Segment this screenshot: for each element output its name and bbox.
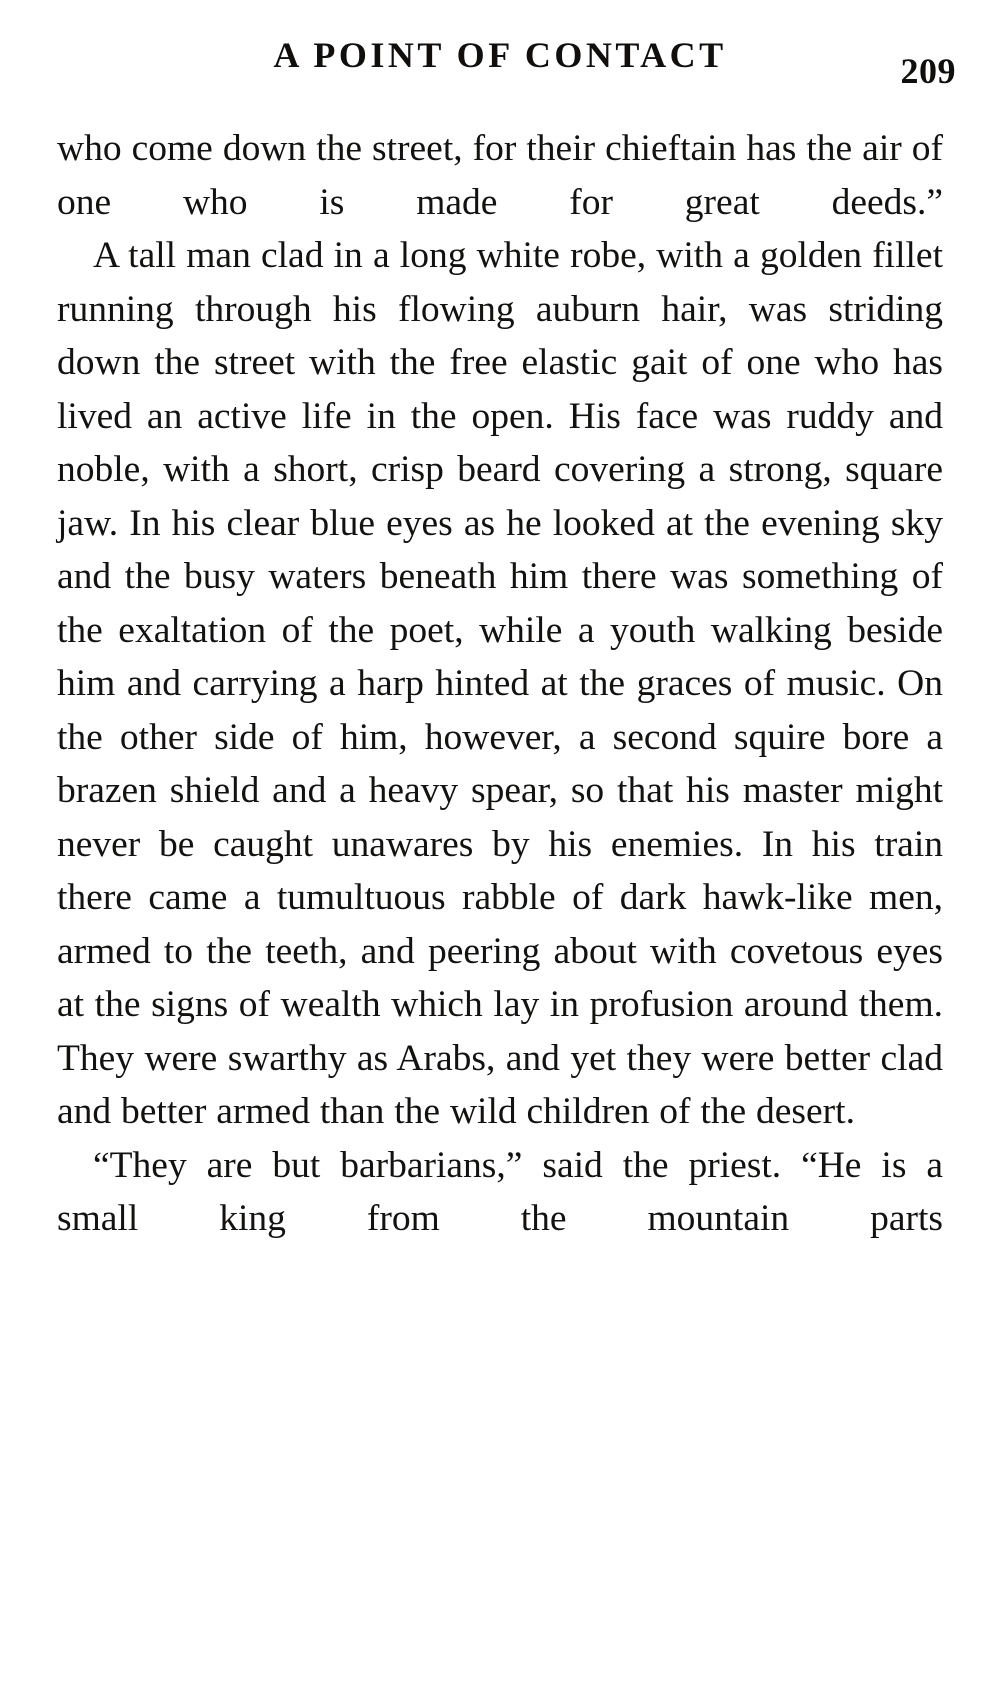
paragraph: “They are but barbarians,” said the priest. “He is a small king from the mountain parts — [57, 1144, 943, 1239]
running-head-title: A POINT OF CONTACT — [273, 35, 727, 75]
running-head — [36, 34, 964, 94]
paragraph: who come down the street, for their chieftain has the air of one who is made for great deeds.” — [57, 128, 943, 223]
page-number: 209 — [900, 51, 956, 91]
body-text — [57, 122, 943, 1246]
paragraph: A tall man clad in a long white robe, with a golden fillet running through his flowing auburn hair, was striding down the street with the free elastic gait of one who has lived an active life in the open. His face was ruddy and noble, with a short, crisp beard covering a strong, square jaw. In his clear blue eyes as he looked at the evening sky and the busy waters beneath him there was something of the exaltation of the poet, while a youth walking beside him and carrying a harp hinted at the graces of music. On the other side of him, however, a second squire bore a brazen shield and a heavy spear, so that his master might never be caught unawares by his enemies. In his train there came a tumultuous rabble of dark hawk-like men, armed to the teeth, and peering about with covetous eyes at the signs of wealth which lay in profusion around them. They were swarthy as Arabs, and yet they were better clad and better armed than the wild children of the desert. — [57, 235, 943, 1132]
